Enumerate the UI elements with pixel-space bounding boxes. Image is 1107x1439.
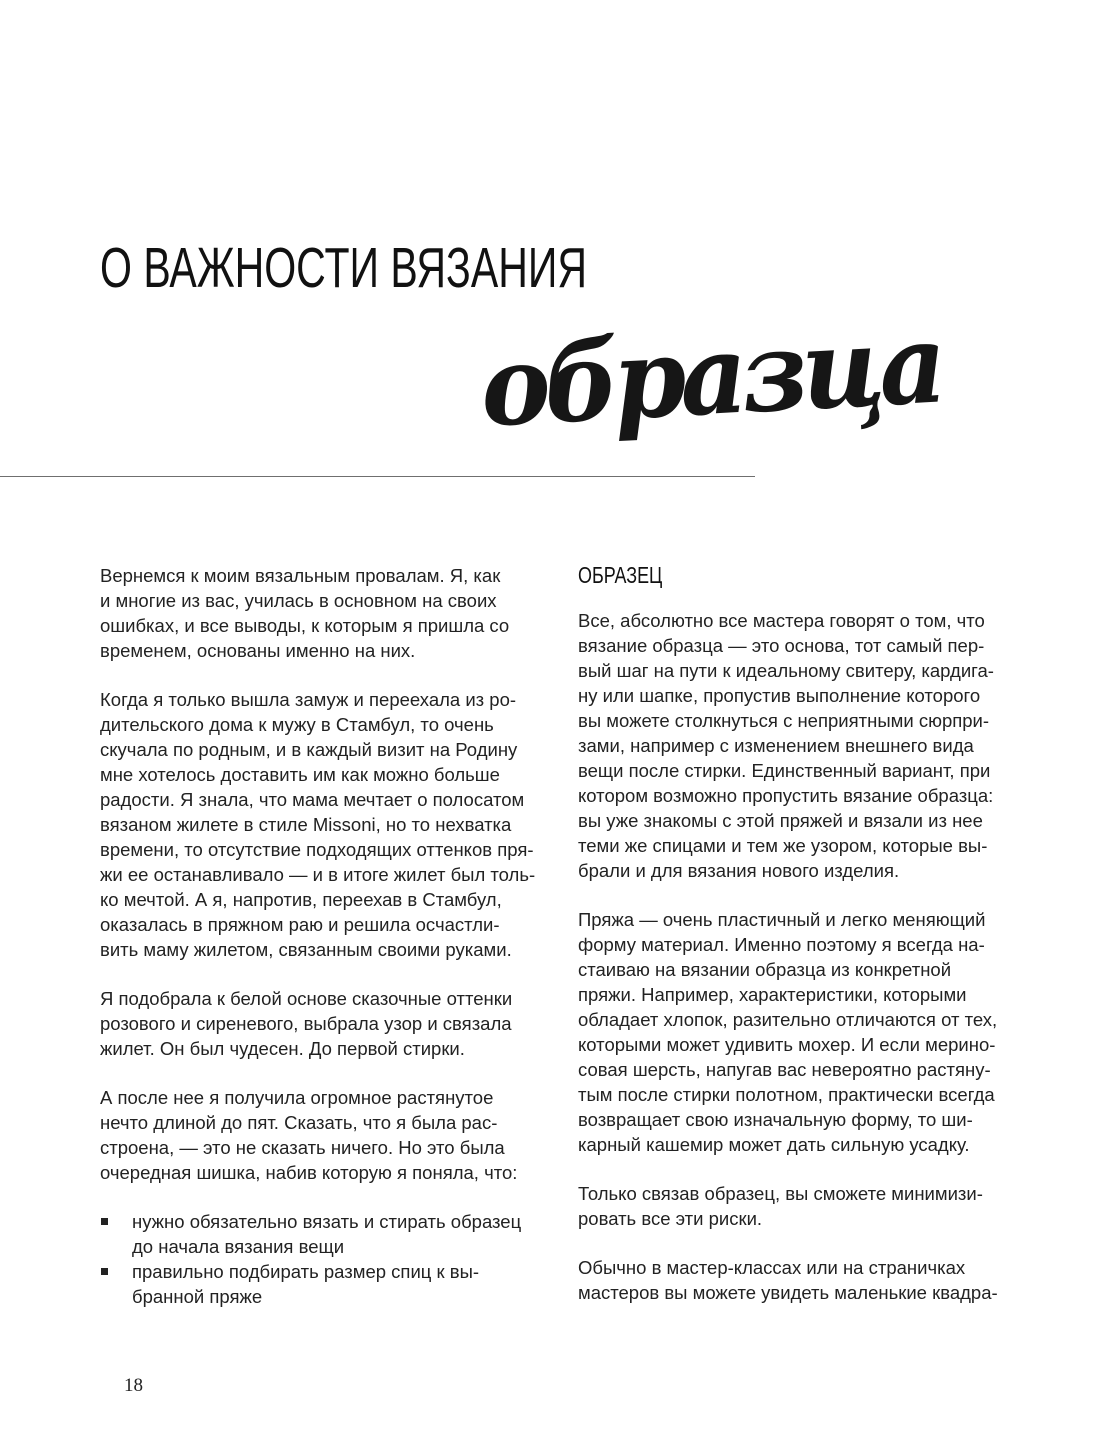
title-divider <box>0 476 755 477</box>
text-line: Обычно в мастер-классах или на страничках <box>578 1257 966 1278</box>
list-item <box>100 1259 550 1309</box>
paragraph <box>100 563 550 663</box>
text-line: правильно подбирать размер спиц к вы- <box>132 1261 480 1282</box>
text-line: скучала по родным, и в каждый визит на Родину <box>100 739 518 760</box>
paragraph <box>578 907 1028 1157</box>
section-heading: ОБРАЗЕЦ <box>578 562 663 588</box>
paragraph <box>578 1181 1028 1231</box>
bullet-list <box>100 1209 550 1309</box>
text-line: мне хотелось доставить им как можно больше <box>100 764 500 785</box>
text-line: ну или шапке, пропустив выполнение которого <box>578 685 981 706</box>
text-line: вить маму жилетом, связанным своими руками. <box>100 939 512 960</box>
text-line: мастеров вы можете увидеть маленькие квадра- <box>578 1282 998 1303</box>
text-line: стаиваю на вязании образца из конкретной <box>578 959 952 980</box>
text-line: зами, например с изменением внешнего вида <box>578 735 974 756</box>
text-line: жи ее останавливало — и в итоге жилет был толь- <box>100 864 536 885</box>
text-line: временем, основаны именно на них. <box>100 640 416 661</box>
text-line: вы можете столкнуться с неприятными сюрпри- <box>578 710 990 731</box>
text-line: теми же спицами и тем же узором, которые вы- <box>578 835 988 856</box>
text-line: оказалась в пряжном раю и решила осчастли- <box>100 914 500 935</box>
text-line: обладает хлопок, разительно отличаются от тех, <box>578 1009 998 1030</box>
text-line: радости. Я знала, что мама мечтает о полосатом <box>100 789 525 810</box>
text-line: Все, абсолютно все мастера говорят о том, что <box>578 610 985 631</box>
page-title: О ВАЖНОСТИ ВЯЗАНИЯ <box>100 236 587 300</box>
text-line: брали и для вязания нового изделия. <box>578 860 900 881</box>
text-line: вязаном жилете в стиле Missoni, но то нехватка <box>100 814 512 835</box>
text-line: которыми может удивить мохер. И если мерино- <box>578 1034 996 1055</box>
text-line: до начала вязания вещи <box>132 1236 345 1257</box>
text-line: форму материал. Именно поэтому я всегда на- <box>578 934 985 955</box>
text-line: ровать все эти риски. <box>578 1208 763 1229</box>
list-item <box>100 1209 550 1259</box>
text-line: бранной пряже <box>132 1286 263 1307</box>
text-line: и многие из вас, училась в основном на своих <box>100 590 497 611</box>
text-line: карный кашемир может дать сильную усадку. <box>578 1134 970 1155</box>
text-line: вы уже знакомы с этой пряжей и вязали из нее <box>578 810 983 831</box>
text-line: пряжи. Например, характеристики, которыми <box>578 984 967 1005</box>
paragraph <box>100 986 550 1061</box>
text-line: Когда я только вышла замуж и переехала из ро- <box>100 689 517 710</box>
text-line: времени, то отсутствие подходящих оттенков пря- <box>100 839 534 860</box>
text-line: Я подобрала к белой основе сказочные оттенки <box>100 988 513 1009</box>
text-line: строена, — это не сказать ничего. Но это была <box>100 1137 505 1158</box>
paragraph <box>578 608 1028 883</box>
text-line: А после нее я получила огромное растянутое <box>100 1087 494 1108</box>
text-line: совая шерсть, напугав вас невероятно растяну- <box>578 1059 991 1080</box>
text-line: возвращает свою изначальную форму, то ши- <box>578 1109 973 1130</box>
left-column <box>100 563 550 1309</box>
paragraph <box>100 687 550 962</box>
text-line: ко мечтой. А я, напротив, переехав в Стамбул, <box>100 889 502 910</box>
text-line: Только связав образец, вы сможете минимизи- <box>578 1183 983 1204</box>
text-line: Вернемся к моим вязальным провалам. Я, как <box>100 565 501 586</box>
text-line: вый шаг на пути к идеальному свитеру, кардига- <box>578 660 994 681</box>
right-column <box>578 608 1028 1329</box>
text-line: тым после стирки полотном, практически всегда <box>578 1084 995 1105</box>
title-script-word: образца <box>477 298 944 452</box>
text-line: вещи после стирки. Единственный вариант, при <box>578 760 991 781</box>
text-line: нечто длиной до пят. Сказать, что я была рас- <box>100 1112 498 1133</box>
text-line: вязание образца — это основа, тот самый пер- <box>578 635 985 656</box>
paragraph <box>578 1255 1028 1305</box>
text-line: Пряжа — очень пластичный и легко меняющий <box>578 909 986 930</box>
text-line: розового и сиреневого, выбрала узор и связала <box>100 1013 512 1034</box>
text-line: ошибках, и все выводы, к которым я пришла со <box>100 615 510 636</box>
paragraph <box>100 1085 550 1185</box>
text-line: дительского дома к мужу в Стамбул, то очень <box>100 714 494 735</box>
page-number: 18 <box>124 1375 143 1396</box>
text-line: котором возможно пропустить вязание образца: <box>578 785 994 806</box>
text-line: нужно обязательно вязать и стирать образец <box>132 1211 522 1232</box>
text-line: жилет. Он был чудесен. До первой стирки. <box>100 1038 465 1059</box>
text-line: очередная шишка, набив которую я поняла, что: <box>100 1162 518 1183</box>
